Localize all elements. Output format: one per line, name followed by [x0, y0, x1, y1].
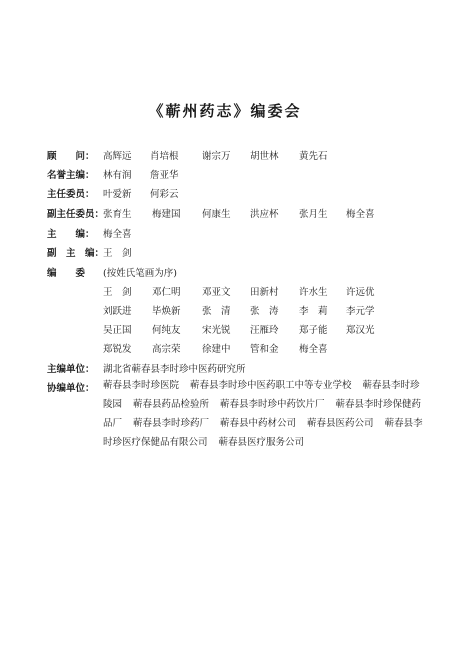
advisor-name: 高辉远	[103, 151, 132, 162]
editor-name: 邓亚文	[202, 287, 231, 298]
editors-sort-note: (按姓氏笔画为序)	[103, 268, 177, 279]
director-name: 叶爱新	[103, 189, 132, 200]
co-unit: 蕲春县李时珍中药饮片厂	[220, 399, 325, 410]
editor-name: 高宗荣	[152, 344, 181, 355]
co-unit: 蕲春县李时珍医疗保健品有限公司	[103, 418, 423, 448]
editor-name: 许水生	[299, 287, 328, 298]
vice-director-name: 张月生	[299, 209, 328, 220]
editor-name: 李元学	[346, 306, 375, 317]
host-unit-name: 湖北省蕲春县李时珍中医药研究所	[103, 364, 246, 375]
editor-name: 张 涛	[250, 306, 279, 317]
editor-name: 汪雁玲	[250, 325, 279, 336]
co-unit: 蕲春县李时珍陵园	[103, 380, 420, 410]
co-unit: 蕲春县药品检验所	[133, 399, 210, 410]
advisor-name: 胡世林	[250, 151, 279, 162]
editor-name: 许远优	[346, 287, 375, 298]
editor-name: 张 清	[202, 306, 231, 317]
editor-name: 李 莉	[299, 306, 328, 317]
editor-name: 吴正国	[103, 325, 132, 336]
editor-name: 郑汉光	[346, 325, 375, 336]
directors-label: 主任委员：	[47, 189, 95, 200]
co-unit: 蕲春县中药材公司	[220, 418, 297, 429]
vice-director-name: 梅全喜	[346, 209, 375, 220]
host-unit-label: 主编单位：	[47, 364, 95, 375]
chief-editor-name: 梅全喜	[103, 229, 132, 240]
editor-name: 管和金	[250, 344, 279, 355]
editors-label: 编 委	[47, 268, 86, 279]
chief-editor-label: 主 编：	[47, 229, 95, 240]
honorary-editor-name: 詹亚华	[150, 170, 179, 181]
vice-director-name: 张育生	[103, 209, 132, 220]
editor-name: 徐建中	[202, 344, 231, 355]
editor-name: 邓仁明	[152, 287, 181, 298]
vice-directors-label: 副主任委员：	[47, 209, 105, 220]
vice-director-name: 梅建国	[152, 209, 181, 220]
vice-director-name: 何康生	[202, 209, 231, 220]
co-units-list	[103, 376, 423, 452]
editor-name: 何纯友	[152, 325, 181, 336]
editor-name: 王 剑	[103, 287, 132, 298]
editor-name: 毕焕新	[152, 306, 181, 317]
advisor-name: 谢宗万	[202, 151, 231, 162]
co-unit: 蕲春县李时珍保健药品厂	[103, 399, 422, 429]
editor-name: 刘跃进	[103, 306, 132, 317]
deputy-editor-name: 王 剑	[103, 248, 132, 259]
honorary-editor-name: 林有润	[103, 170, 132, 181]
advisor-name: 肖培根	[150, 151, 179, 162]
co-units-label: 协编单位：	[47, 383, 95, 394]
editor-name: 梅全喜	[299, 344, 328, 355]
deputy-editor-label: 副 主 编：	[47, 248, 105, 259]
co-unit: 蕲春县李时珍中医药职工中等专业学校	[190, 380, 352, 391]
page-title: 《蕲州药志》编委会	[148, 102, 302, 120]
co-unit: 蕲春县医药公司	[307, 418, 374, 429]
editor-name: 郑子能	[299, 325, 328, 336]
editor-name: 田新村	[250, 287, 279, 298]
advisors-label: 顾 问：	[47, 151, 95, 162]
co-unit: 蕲春县李时珍医院	[103, 380, 180, 391]
director-name: 何彩云	[150, 189, 179, 200]
co-unit: 蕲春县医疗服务公司	[218, 437, 305, 448]
vice-director-name: 洪应杯	[250, 209, 279, 220]
editor-name: 宋光锐	[202, 325, 231, 336]
editor-name: 郑锐发	[103, 344, 132, 355]
honorary-editors-label: 名誉主编：	[47, 170, 95, 181]
advisor-name: 黄先石	[299, 151, 328, 162]
co-unit: 蕲春县李时珍药厂	[133, 418, 210, 429]
